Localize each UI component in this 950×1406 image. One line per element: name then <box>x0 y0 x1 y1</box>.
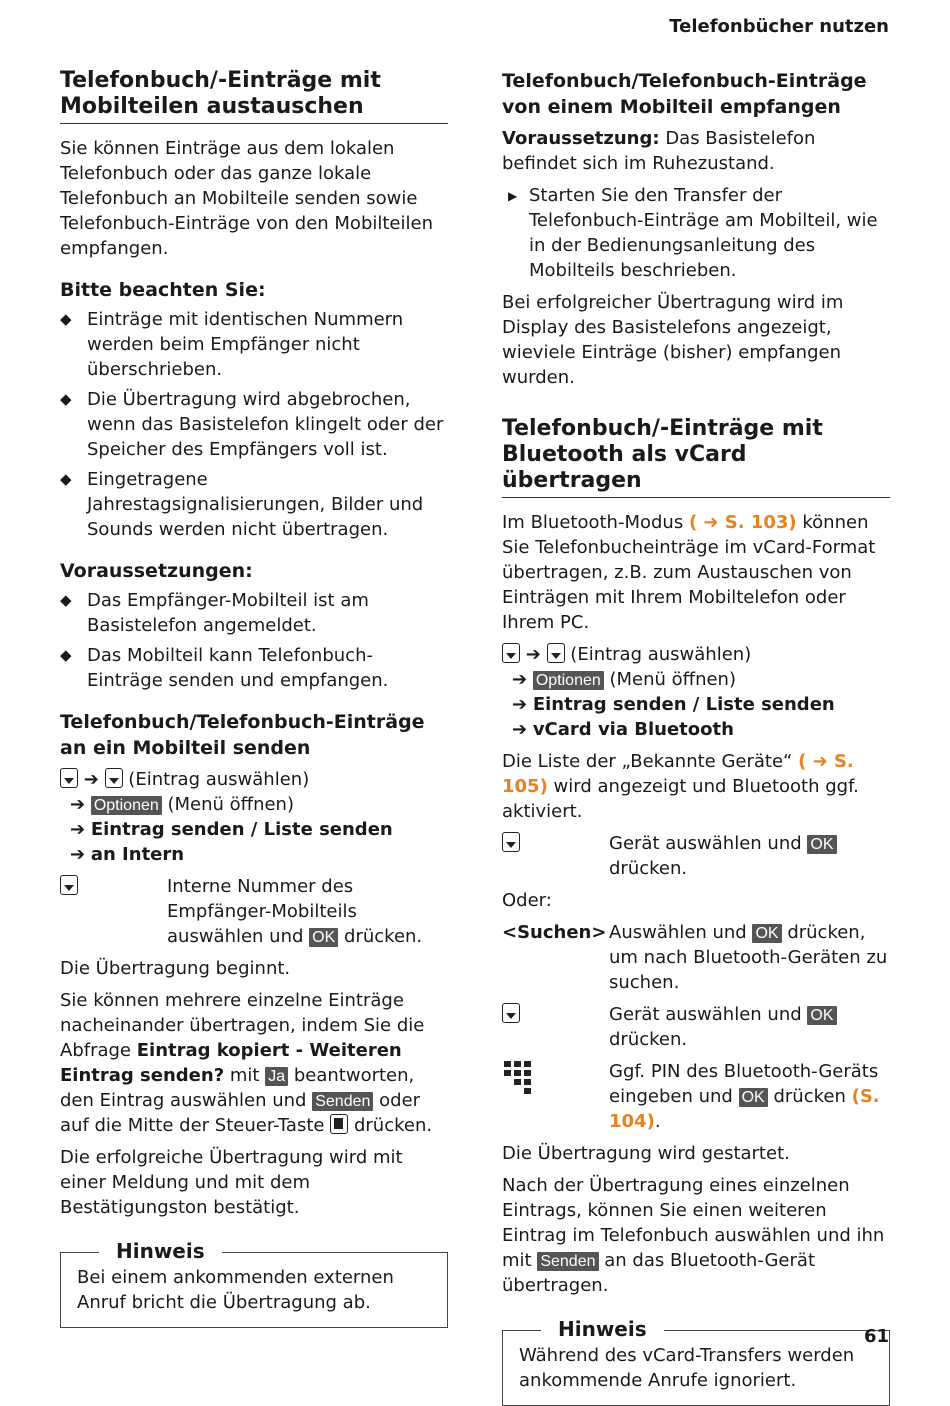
desc-text: Interne Nummer des Empfänger-Mobilteils auswählen und <box>167 876 357 947</box>
start-list <box>502 183 890 283</box>
def-row-select-device-2 <box>502 1002 890 1052</box>
desc-text: Gerät auswählen und <box>609 1004 802 1025</box>
def-term <box>60 874 167 949</box>
text: Die Liste der „Bekannte Geräte“ <box>502 751 793 772</box>
list-item: ◆ Eingetragene Jahrestagsignalisierungen, Bilder und Sounds werden nicht übertragen. <box>60 467 448 542</box>
arrow-icon: ➔ <box>512 694 528 715</box>
def-row-internal <box>60 874 448 949</box>
hint-title: Hinweis <box>99 1239 222 1264</box>
text: beantworten, den Eintrag auswählen und <box>60 1065 415 1111</box>
arrow-icon: ➔ <box>70 819 86 840</box>
after-paragraph <box>502 1173 890 1298</box>
search-term: <Suchen> <box>502 922 607 943</box>
nav-key-icon <box>105 768 123 788</box>
desc-text: . <box>654 1111 661 1132</box>
def-term <box>502 920 609 995</box>
section-title-bluetooth: Telefonbuch/-Einträge mit Bluetooth als vCard übertragen <box>502 416 890 498</box>
bt-intro <box>502 510 890 635</box>
menu-item-send-entry: Eintrag senden <box>532 694 687 715</box>
def-desc <box>609 1059 890 1134</box>
text: an das Bluetooth-Gerät übertragen. <box>502 1250 815 1296</box>
arrow-icon: ➔ <box>525 644 541 665</box>
desc-text: drücken <box>773 1086 846 1107</box>
arrow-icon: ➔ <box>512 669 528 690</box>
desc-text: Gerät auswählen und <box>609 833 802 854</box>
section-title-exchange: Telefonbuch/-Einträge mit Mobilteilen austauschen <box>60 68 448 124</box>
nav-key-icon <box>60 875 78 895</box>
softkey-ok: OK <box>752 924 781 943</box>
hint-box <box>60 1239 448 1328</box>
list-item: ◆ Das Mobilteil kann Telefonbuch-Einträge senden und empfangen. <box>60 643 448 693</box>
def-desc <box>609 831 890 881</box>
list-item: ◆ Einträge mit identischen Nummern werden beim Empfänger nicht überschrieben. <box>60 307 448 382</box>
text: können Sie Telefonbucheinträge im vCard-Format übertragen, z.B. zum Austauschen von Einträgen mit Ihrem Mobiltelefon oder Ihrem PC. <box>502 512 876 633</box>
desc-text: drücken. <box>344 926 423 947</box>
prompt-text: Eintrag kopiert - Weiteren Eintrag senden? <box>60 1040 402 1086</box>
success-paragraph: Bei erfolgreicher Übertragung wird im Display des Basistelefons angezeigt, wieviele Einträge (bisher) empfangen wurden. <box>502 292 844 388</box>
def-row-pin <box>502 1059 890 1134</box>
softkey-ok: OK <box>807 835 836 854</box>
note-list <box>60 307 448 542</box>
desc-text: drücken. <box>609 1029 688 1050</box>
def-term <box>502 831 609 881</box>
hint-box <box>502 1317 890 1406</box>
softkey-ok: OK <box>739 1088 768 1107</box>
multi-paragraph <box>60 988 448 1138</box>
nav-key-icon <box>502 1003 520 1023</box>
softkey-ja: Ja <box>265 1067 288 1086</box>
hint-text: Während des vCard-Transfers werden ankommende Anrufe ignoriert. <box>519 1345 855 1391</box>
def-desc <box>609 1002 890 1052</box>
step-text: (Eintrag auswählen) <box>128 769 310 790</box>
step-send-entry <box>502 692 890 717</box>
text: drücken. <box>353 1115 433 1136</box>
def-row-select-device <box>502 831 890 881</box>
page-ref-link[interactable]: ( ➜ S. 103) <box>688 512 797 533</box>
desc-text: drücken, um nach Bluetooth-Geräten zu suchen. <box>609 922 888 993</box>
note-heading: Bitte beachten Sie: <box>60 279 266 301</box>
arrow-icon: ➔ <box>83 769 99 790</box>
transfer-begins: Die Übertragung beginnt. <box>60 958 291 979</box>
separator: / <box>244 819 264 840</box>
softkey-senden: Senden <box>312 1092 373 1111</box>
list-item: ◆ Die Übertragung wird abgebrochen, wenn das Basistelefon klingelt oder der Speicher des Empfängers voll ist. <box>60 387 448 462</box>
confirm-paragraph: Die erfolgreiche Übertragung wird mit einer Meldung und mit dem Bestätigungston bestätigt. <box>60 1147 403 1218</box>
softkey-senden: Senden <box>537 1252 598 1271</box>
step-select-entry <box>502 642 890 667</box>
desc-text: Auswählen und <box>609 922 747 943</box>
receive-heading: Telefonbuch/Telefonbuch-Einträge von einem Mobilteil empfangen <box>502 70 867 118</box>
receive-prereq <box>502 126 890 176</box>
nav-key-icon <box>60 768 78 788</box>
list-item: ◆ Das Empfänger-Mobilteil ist am Basistelefon angemeldet. <box>60 588 448 638</box>
def-desc <box>167 874 448 949</box>
softkey-options: Optionen <box>533 671 604 690</box>
separator: / <box>686 694 706 715</box>
softkey-ok: OK <box>807 1006 836 1025</box>
step-send-entry <box>60 817 448 842</box>
hint-title: Hinweis <box>541 1317 664 1342</box>
arrow-icon: ➔ <box>512 719 528 740</box>
text: Nach der Übertragung eines einzelnen Eintrags, können Sie einen weiteren Eintrag im Telefonbuch auswählen und ihn mit <box>502 1175 885 1271</box>
step-open-menu <box>502 667 890 692</box>
step-select-entry <box>60 767 448 792</box>
text: Sie können mehrere einzelne Einträge nacheinander übertragen, indem Sie die Abfrage <box>60 990 425 1061</box>
step-text: (Menü öffnen) <box>609 669 736 690</box>
step-open-menu <box>60 792 448 817</box>
step-vcard <box>502 717 890 742</box>
prereq-heading: Voraussetzungen: <box>60 560 253 582</box>
nav-key-icon <box>502 643 520 663</box>
prereq-label: Voraussetzung: <box>502 128 660 149</box>
page-ref-link[interactable]: (S. 104) <box>609 1086 880 1132</box>
text: Im Bluetooth-Modus <box>502 512 684 533</box>
desc-text: drücken. <box>609 858 688 879</box>
arrow-icon: ➔ <box>70 844 86 865</box>
arrow-icon: ➔ <box>70 794 86 815</box>
softkey-ok: OK <box>309 928 338 947</box>
right-column <box>502 68 890 1406</box>
text: oder auf die Mitte der Steuer-Taste <box>60 1090 421 1136</box>
def-row-search <box>502 920 890 995</box>
menu-item-send-list: Liste senden <box>705 694 835 715</box>
menu-item-vcard: vCard via Bluetooth <box>532 719 734 740</box>
prereq-list <box>60 588 448 693</box>
hint-text: Bei einem ankommenden externen Anruf bricht die Übertragung ab. <box>77 1267 394 1313</box>
nav-key-icon <box>502 832 520 852</box>
nav-key-icon <box>547 643 565 663</box>
desc-text: Ggf. PIN des Bluetooth-Geräts eingeben und <box>609 1061 879 1107</box>
menu-item-send-entry: Eintrag senden <box>90 819 245 840</box>
text: wird angezeigt und Bluetooth ggf. aktiviert. <box>502 776 859 822</box>
def-term <box>502 1002 609 1052</box>
prereq-text: Das Basistelefon befindet sich im Ruhezustand. <box>502 128 816 174</box>
def-desc <box>609 920 890 995</box>
known-devices-paragraph <box>502 749 890 824</box>
menu-item-send-list: Liste senden <box>263 819 393 840</box>
running-head: Telefonbücher nutzen <box>669 16 889 37</box>
menu-item-intern: an Intern <box>90 844 185 865</box>
page-ref-link[interactable]: ( ➜ S. 105) <box>502 751 854 797</box>
softkey-options: Optionen <box>91 796 162 815</box>
list-item: ▶ Starten Sie den Transfer der Telefonbuch-Einträge am Mobilteil, wie in der Bedienungsanleitung des Mobilteils beschrieben. <box>502 183 890 283</box>
def-term <box>502 1059 609 1134</box>
keypad-icon <box>502 1059 536 1095</box>
step-text: (Menü öffnen) <box>167 794 294 815</box>
intro-paragraph: Sie können Einträge aus dem lokalen Telefonbuch oder das ganze lokale Telefonbuch an Mobilteile senden sowie Telefonbuch-Einträge von den Mobilteilen empfangen. <box>60 138 433 259</box>
transfer-started: Die Übertragung wird gestartet. <box>502 1143 790 1164</box>
send-heading: Telefonbuch/Telefonbuch-Einträge an ein Mobilteil senden <box>60 711 425 759</box>
left-column <box>60 68 448 1328</box>
page-number: 61 <box>863 1326 889 1347</box>
text: mit <box>229 1065 260 1086</box>
or-text: Oder: <box>502 890 552 911</box>
step-text: (Eintrag auswählen) <box>570 644 752 665</box>
step-intern <box>60 842 448 867</box>
center-key-icon <box>330 1114 348 1134</box>
